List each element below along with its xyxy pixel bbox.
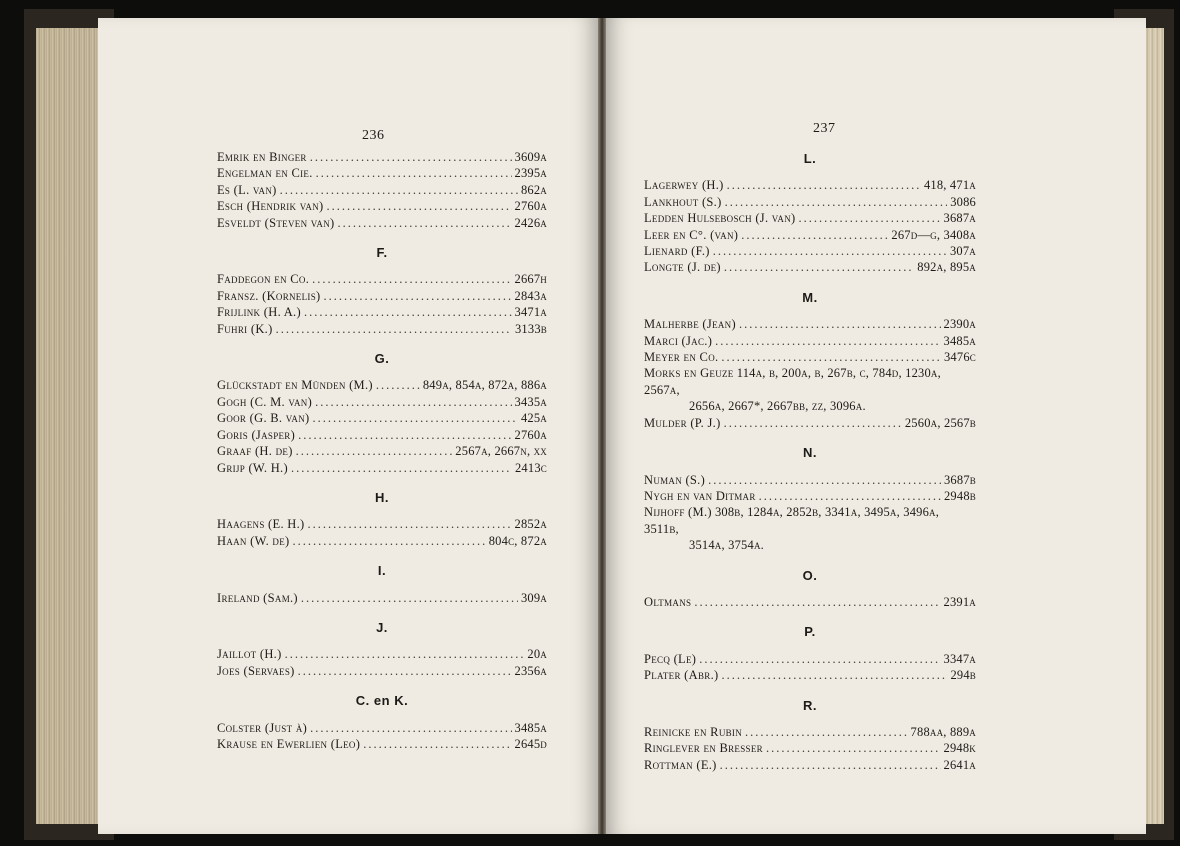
leader-dots: [276, 321, 512, 337]
leader-dots: [713, 243, 947, 259]
index-entry: [644, 667, 976, 683]
entry-name: Es (L. van): [217, 182, 277, 197]
section-heading: G.: [374, 351, 390, 367]
index-entry: [217, 377, 547, 393]
entry-name: Meyer en Co.: [644, 350, 719, 365]
index-entry: [217, 165, 547, 181]
entry-name: Joes (Servaes): [217, 663, 295, 678]
entry-name: Morks en Geuze: [644, 366, 734, 381]
entry-reference: 2413c: [514, 460, 547, 475]
entry-reference: 425a: [520, 411, 547, 426]
section-heading: I.: [377, 563, 387, 579]
leader-dots: [298, 663, 512, 679]
entry-name: Longte (J. de): [644, 260, 721, 275]
index-entry: [644, 472, 976, 488]
leader-dots: [721, 667, 947, 683]
entry-reference: 2560a, 2567b: [904, 415, 976, 430]
index-entry: [217, 410, 547, 426]
entry-reference: 849a, 854a, 872a, 886a: [422, 378, 547, 393]
entry-continuation: 3514a, 3754a.: [689, 538, 764, 553]
leader-dots: [301, 590, 518, 606]
section-heading: M.: [802, 289, 818, 305]
index-entry: [644, 210, 976, 226]
entry-name: Nijhoff (M.): [644, 505, 712, 520]
entry-name: Faddegon en Co.: [217, 272, 310, 287]
entry-reference: 892a, 895a: [917, 260, 976, 275]
entry-reference: 307a: [949, 244, 976, 259]
page-number-left: 236: [362, 128, 385, 143]
entry-reference: 2667h: [514, 272, 547, 287]
entry-reference: 3435a: [514, 394, 547, 409]
entry-reference: 3485a: [514, 720, 547, 735]
index-entry: [217, 516, 547, 532]
entry-name: Esch (Hendrik van): [217, 199, 324, 214]
entry-name: Emrik en Binger: [217, 150, 307, 164]
entry-name: Leer en C°. (van): [644, 227, 739, 242]
leader-dots: [694, 594, 940, 610]
leader-dots: [759, 488, 941, 504]
entry-reference: 2760a: [514, 199, 547, 214]
leader-dots: [363, 736, 511, 752]
entry-name: Mulder (P. J.): [644, 415, 721, 430]
index-entry: [217, 304, 547, 320]
index-entry: [217, 736, 547, 752]
section-heading: N.: [803, 445, 817, 461]
index-column-right: [644, 137, 976, 773]
leader-dots: [285, 646, 525, 662]
leader-dots: [315, 394, 511, 410]
entry-name: Fransz. (Kornelis): [217, 288, 321, 303]
index-entry: [217, 443, 547, 459]
leader-dots: [721, 349, 941, 365]
index-entry: [644, 488, 976, 504]
entry-reference: 418, 471a: [923, 178, 976, 193]
entry-reference: 2356a: [514, 663, 547, 678]
leader-dots: [296, 443, 453, 459]
index-entry: [644, 243, 976, 259]
entry-name: Plater (Abr.): [644, 668, 719, 683]
leader-dots: [310, 720, 511, 736]
entry-name: Graaf (H. de): [217, 444, 293, 459]
page-edges-left: [36, 28, 106, 824]
section-heading: P.: [804, 624, 816, 640]
entry-name: Oltmans: [644, 594, 692, 609]
section-heading: H.: [375, 489, 389, 505]
index-entry: [217, 215, 547, 231]
entry-name: Rottman (E.): [644, 757, 717, 772]
index-entry: [217, 321, 547, 337]
entry-name: Goris (Jasper): [217, 427, 296, 442]
entry-name: Numan (S.): [644, 472, 706, 487]
leader-dots: [376, 377, 420, 393]
entry-continuation: 2656a, 2667*, 2667bb, zz, 3096a.: [689, 399, 866, 414]
entry-name: Marci (Jac.): [644, 333, 713, 348]
entry-reference: 3347a: [943, 651, 976, 666]
entry-reference: 3687b: [943, 472, 976, 487]
leader-dots: [699, 651, 940, 667]
entry-name: Engelman en Cie.: [217, 166, 313, 181]
entry-reference: 3133b: [514, 321, 547, 336]
entry-name: Krause en Ewerlien (Leo): [217, 736, 361, 751]
leader-dots: [724, 259, 914, 275]
section-heading: O.: [802, 567, 818, 583]
index-entry: [217, 182, 547, 198]
index-entry: [644, 316, 976, 332]
leader-dots: [310, 149, 512, 165]
index-entry: [644, 227, 976, 243]
book-gutter: [598, 18, 606, 834]
index-entry: [217, 149, 547, 165]
entry-reference: 862a: [520, 182, 547, 197]
leader-dots: [725, 194, 948, 210]
leader-dots: [708, 472, 941, 488]
index-entry: [644, 333, 976, 349]
leader-dots: [308, 516, 512, 532]
entry-reference: 3476c: [943, 350, 976, 365]
index-entry: [217, 533, 547, 549]
entry-name: Glückstadt en Münden (M.): [217, 378, 373, 393]
section-heading: J.: [376, 619, 388, 635]
entry-name: Haan (W. de): [217, 533, 290, 548]
leader-dots: [316, 165, 512, 181]
entry-reference: 788aa, 889a: [910, 724, 976, 739]
leader-dots: [739, 316, 941, 332]
section-heading: F.: [376, 245, 388, 261]
entry-reference: 309a: [520, 590, 547, 605]
entry-name: Malherbe (Jean): [644, 317, 736, 332]
section-heading: R.: [803, 697, 817, 713]
entry-name: Lienard (F.): [644, 244, 710, 259]
entry-name: Haagens (E. H.): [217, 517, 305, 532]
entry-name: Ringlever en Bresser: [644, 741, 763, 756]
leader-dots: [720, 757, 941, 773]
index-entry: [644, 724, 976, 740]
leader-dots: [715, 333, 940, 349]
leader-dots: [298, 427, 511, 443]
leader-dots: [741, 227, 888, 243]
index-entry: [644, 740, 976, 756]
entry-reference: 2645d: [514, 736, 547, 751]
index-entry: [644, 415, 976, 431]
leader-dots: [338, 215, 512, 231]
entry-name: Goor (G. B. van): [217, 411, 310, 426]
index-entry: [644, 349, 976, 365]
index-entry: [644, 259, 976, 275]
section-heading: L.: [803, 151, 817, 166]
leader-dots: [727, 177, 921, 193]
leader-dots: [304, 304, 512, 320]
index-entry: [217, 427, 547, 443]
index-entry: [217, 198, 547, 214]
entry-reference: 2948b: [943, 488, 976, 503]
entry-reference: 3687a: [943, 211, 976, 226]
index-entry: [644, 177, 976, 193]
entry-name: Lankhout (S.): [644, 194, 722, 209]
entry-reference: 3609a: [514, 150, 547, 164]
entry-reference: 804c, 872a: [488, 533, 547, 548]
leader-dots: [292, 533, 485, 549]
index-column-left: [217, 149, 547, 752]
entry-reference: 3086: [950, 194, 976, 209]
entry-reference: 2641a: [943, 757, 976, 772]
entry-reference: 267d—g, 3408a: [891, 227, 976, 242]
entry-reference: 2760a: [514, 427, 547, 442]
index-entry: [644, 365, 976, 398]
leader-dots: [326, 198, 511, 214]
entry-reference: 114a, b, 200a, b, 267b, c, 784d, 1230a, 2567a,: [644, 366, 941, 397]
index-entry: [217, 590, 547, 606]
entry-reference: 308b, 1284a, 2852b, 3341a, 3495a, 3496a, 3511b,: [644, 505, 940, 536]
leader-dots: [291, 460, 512, 476]
entry-reference: 2843a: [514, 288, 547, 303]
entry-reference: 2391a: [943, 594, 976, 609]
entry-name: Colster (Just à): [217, 720, 308, 735]
index-entry: [644, 757, 976, 773]
index-entry: [217, 663, 547, 679]
entry-reference: 20a: [527, 647, 547, 662]
entry-name: Fuhri (K.): [217, 321, 273, 336]
entry-reference: 3471a: [514, 305, 547, 320]
index-entry: [644, 651, 976, 667]
entry-name: Grijp (W. H.): [217, 460, 288, 475]
entry-name: Esveldt (Steven van): [217, 215, 335, 230]
entry-reference: 2948k: [943, 741, 976, 756]
leader-dots: [724, 415, 902, 431]
page-number-right: 237: [813, 121, 836, 136]
entry-reference: 2567a, 2667n, xx: [455, 444, 547, 459]
entry-reference: 2426a: [514, 215, 547, 230]
entry-name: Ireland (Sam.): [217, 590, 298, 605]
index-entry: [217, 460, 547, 476]
index-entry: [217, 394, 547, 410]
entry-name: Jaillot (H.): [217, 647, 282, 662]
entry-name: Reinicke en Rubin: [644, 724, 743, 739]
entry-name: Gogh (C. M. van): [217, 394, 313, 409]
leader-dots: [280, 182, 518, 198]
entry-reference: 3485a: [943, 333, 976, 348]
index-entry: [217, 720, 547, 736]
index-entry: [644, 504, 976, 537]
index-entry: [644, 194, 976, 210]
leader-dots: [799, 210, 941, 226]
index-entry: [644, 594, 976, 610]
entry-name: Lagerwey (H.): [644, 178, 724, 193]
leader-dots: [323, 288, 511, 304]
entry-name: Frijlink (H. A.): [217, 305, 301, 320]
leader-dots: [766, 740, 941, 756]
entry-name: Nygh en van Ditmar: [644, 488, 756, 503]
entry-reference: 294b: [950, 668, 976, 683]
entry-name: Pecq (Le): [644, 651, 697, 666]
index-entry: [217, 288, 547, 304]
index-entry: [217, 271, 547, 287]
leader-dots: [745, 724, 908, 740]
entry-reference: 2852a: [514, 517, 547, 532]
entry-reference: 2395a: [514, 166, 547, 181]
section-heading: C. en K.: [355, 693, 409, 709]
index-entry: [217, 646, 547, 662]
leader-dots: [312, 410, 517, 426]
entry-name: Ledden Hulsebosch (J. van): [644, 211, 796, 226]
entry-reference: 2390a: [943, 317, 976, 332]
leader-dots: [312, 271, 511, 287]
